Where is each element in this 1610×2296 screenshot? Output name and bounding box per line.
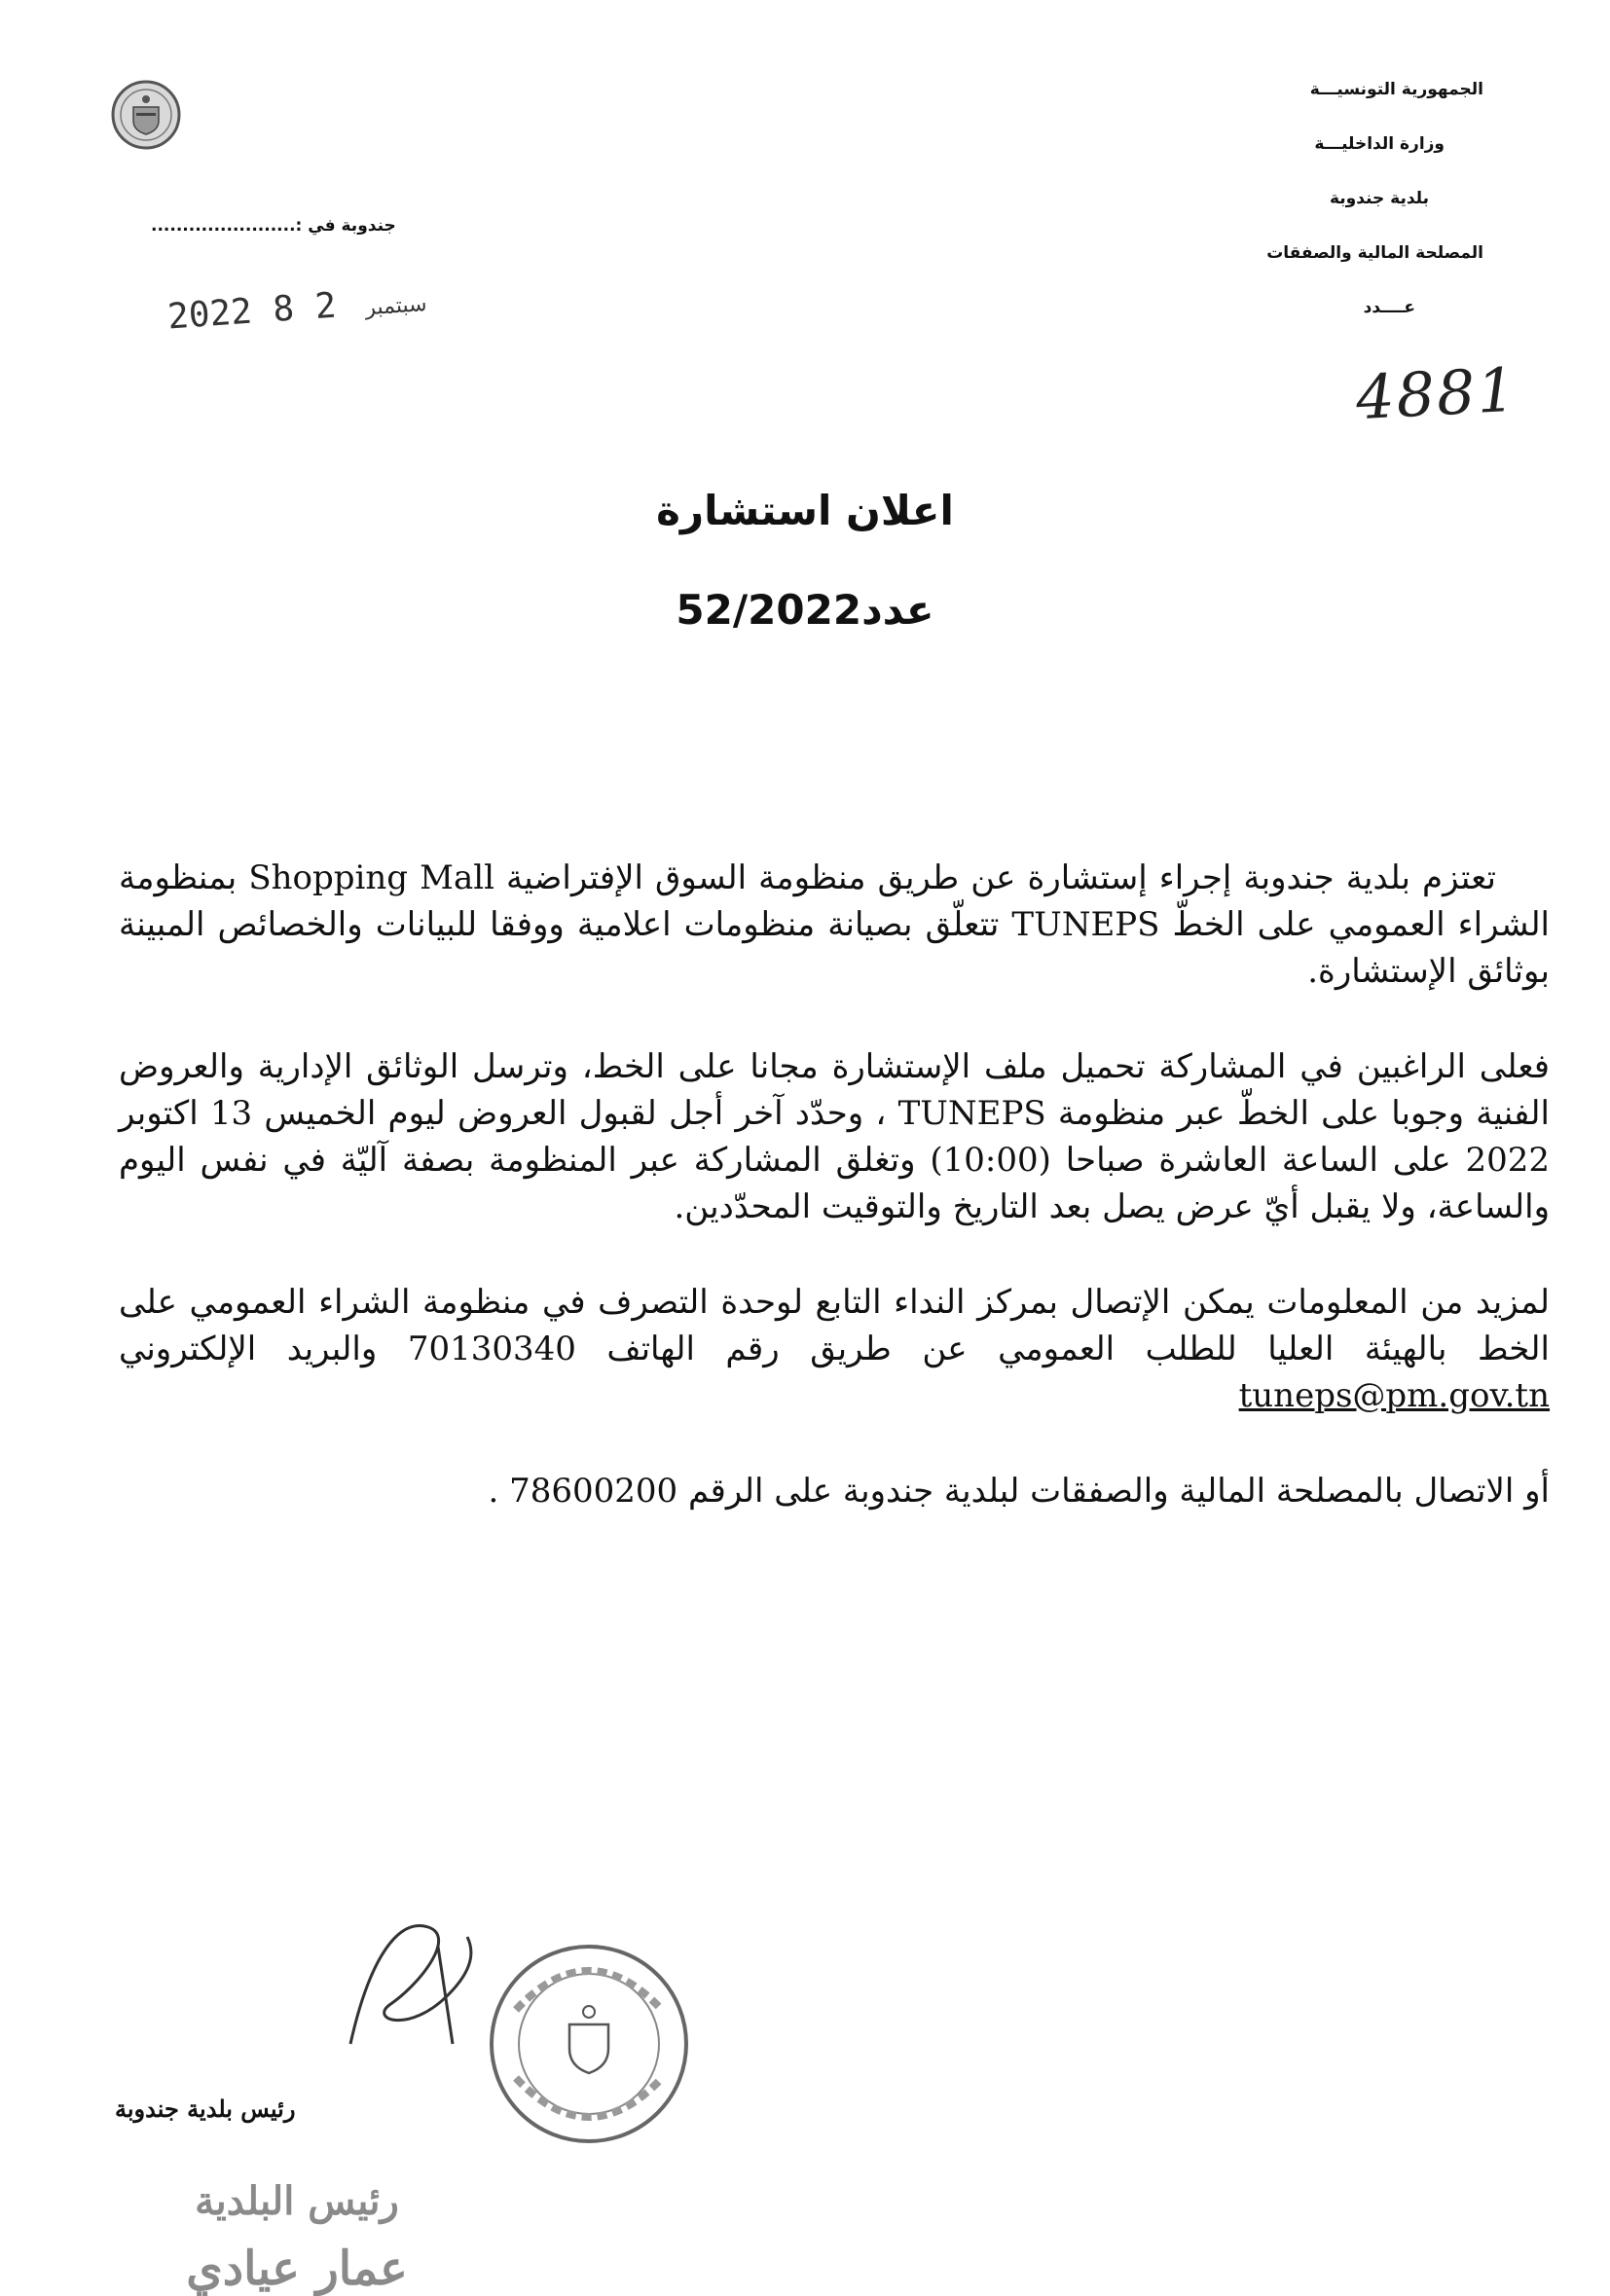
paragraph-submission: فعلى الراغبين في المشاركة تحميل ملف الإستشارة مجانا على الخط، وترسل الوثائق الإدارية والعروض الفنية وجوبا على الخطّ عبر منظومة TUNEPS ، وحدّد آخر أجل لقبول العروض ليوم الخميس 13 اكتوبر 2022 على الساعة العاشرة صباحا (10:00) وتغلق المشاركة عبر المنظومة بصفة آليّة في نفس اليوم والساعة، ولا يقبل أيّ عرض يصل بعد التاريخ والتوقيت المحدّدين. xyxy=(119,1047,1550,1226)
municipality-seal-icon xyxy=(477,1932,701,2156)
stamp-line-name: عمار عيادي xyxy=(186,2241,408,2296)
email-link[interactable]: tuneps@pm.gov.tn xyxy=(1238,1376,1550,1415)
announcement-body xyxy=(119,855,1550,1563)
page-title: اعلان استشارة xyxy=(656,487,954,534)
handwritten-signature-icon xyxy=(331,1898,487,2073)
page-subtitle: عدد52/2022 xyxy=(676,586,934,634)
handwritten-ref-number: 4881 xyxy=(1354,353,1519,434)
country-name: الجمهورية التونسيـــة xyxy=(1309,80,1483,99)
date-label: جندوبة في :....................... xyxy=(151,216,396,236)
municipality-name: بلدية جندوبة xyxy=(1329,189,1429,208)
ministry-name: وزارة الداخليـــة xyxy=(1314,134,1445,154)
contact-text: لمزيد من المعلومات يمكن الإتصال بمركز النداء التابع لوحدة التصرف في منظومة الشراء العمومي على الخط بالهيئة العليا للطلب العمومي عن طريق رقم الهاتف 70130340 والبريد الإلكتروني xyxy=(119,1283,1550,1368)
service-name: المصلحة المالية والصفقات xyxy=(1266,243,1483,263)
letterhead xyxy=(1094,80,1483,317)
date-stamp-month: سبتمبر xyxy=(364,292,428,321)
stamp-line-title: رئيس البلدية xyxy=(195,2178,399,2224)
paragraph-phone: أو الاتصال بالمصلحة المالية والصفقات لبلدية جندوبة على الرقم 78600200 . xyxy=(488,1472,1550,1511)
date-stamp-year: 2022 xyxy=(165,291,254,338)
signatory-title: رئيس بلدية جندوبة xyxy=(115,2095,296,2123)
date-stamp xyxy=(166,278,436,337)
date-stamp-day: 2 8 xyxy=(272,285,338,330)
paragraph-intro: تعتزم بلدية جندوبة إجراء إستشارة عن طريق منظومة السوق الإفتراضية Shopping Mall بمنظومة الشراء العمومي على الخطّ TUNEPS تتعلّق بصيانة منظومات اعلامية ووفقا للبيانات والخصائص المبينة بوثائق الإستشارة. xyxy=(119,858,1551,991)
mayor-stamp xyxy=(136,2178,457,2296)
paragraph-contact xyxy=(119,1279,1550,1419)
national-emblem-icon xyxy=(107,76,185,154)
number-label: عــــدد xyxy=(1363,298,1415,317)
